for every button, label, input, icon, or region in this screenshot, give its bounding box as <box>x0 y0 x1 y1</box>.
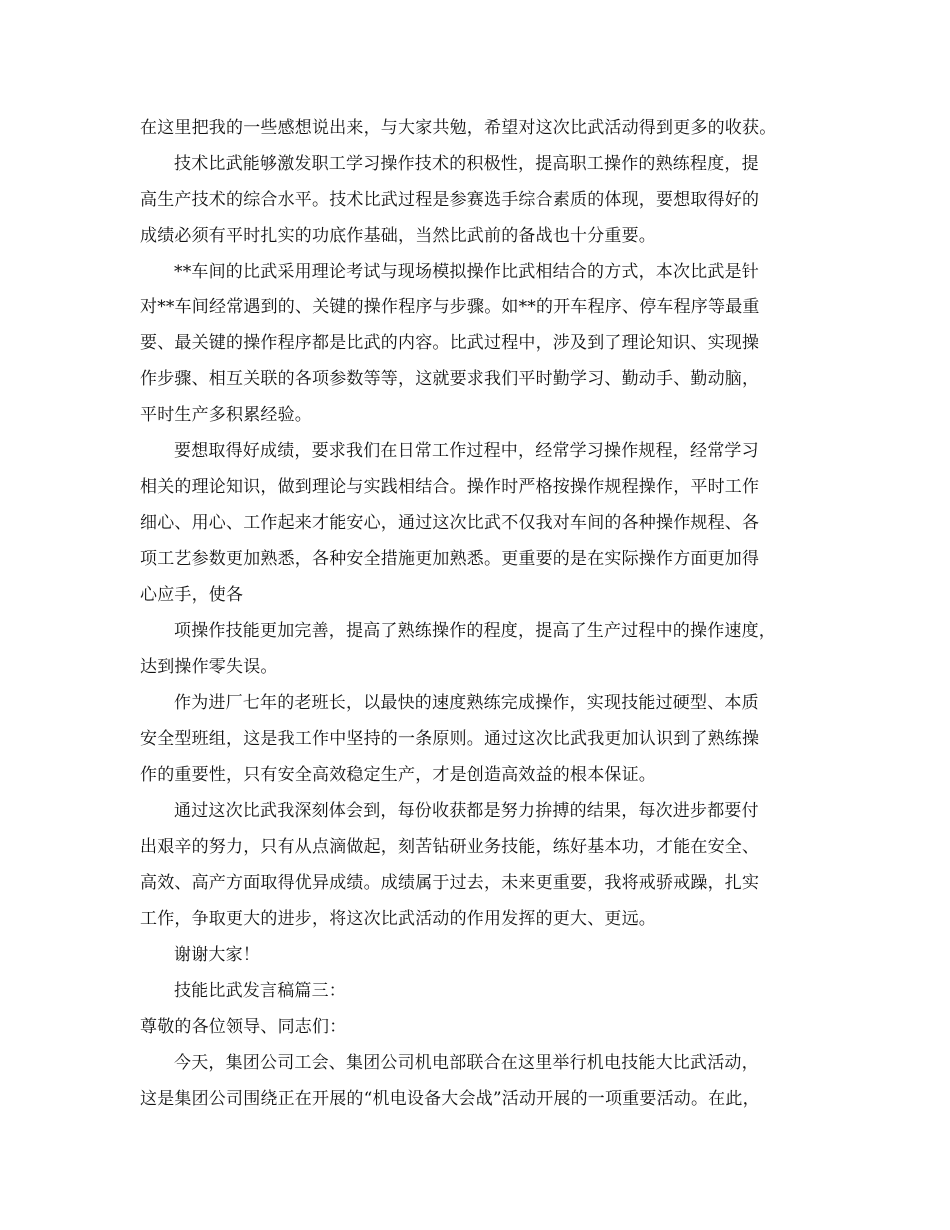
text-line: 高效、高产方面取得优异成绩。成绩属于过去，未来更重要，我将戒骄戒躁，扎实 <box>140 873 760 893</box>
text-line: 心应手，使各 <box>140 585 244 605</box>
text-line: 作步骤、相互关联的各项参数等等，这就要求我们平时勤学习、勤动手、勤动脑， <box>140 369 760 389</box>
text-line: 成绩必须有平时扎实的功底作基础，当然比武前的备战也十分重要。 <box>140 226 656 246</box>
text-line: 这是集团公司围绕正在开展的“机电设备大会战”活动开展的一项重要活动。在此， <box>140 1089 760 1109</box>
text-line: 项操作技能更加完善，提高了熟练操作的程度，提高了生产过程中的操作速度， <box>174 621 776 641</box>
text-line: 在这里把我的一些感想说出来，与大家共勉，希望对这次比武活动得到更多的收获。 <box>140 118 777 138</box>
text-line: 安全型班组，这是我工作中坚持的一条原则。通过这次比武我更加认识到了熟练操 <box>140 729 760 749</box>
text-line: 工作，争取更大的进步，将这次比武活动的作用发挥的更大、更远。 <box>140 909 656 929</box>
salutation: 尊敬的各位领导、同志们： <box>140 1017 347 1037</box>
text-line: 通过这次比武我深刻体会到，每份收获都是努力拚搏的结果，每次进步都要付 <box>174 801 759 821</box>
text-line: 达到操作零失误。 <box>140 657 278 677</box>
text-line: **车间的比武采用理论考试与现场模拟操作比武相结合的方式，本次比武是针 <box>174 262 759 282</box>
text-line: 今天，集团公司工会、集团公司机电部联合在这里举行机电技能大比武活动， <box>174 1053 759 1073</box>
text-line: 高生产技术的综合水平。技术比武过程是参赛选手综合素质的体现，要想取得好的 <box>140 190 760 210</box>
text-line: 相关的理论知识，做到理论与实践相结合。操作时严格按操作规程操作，平时工作 <box>140 477 760 497</box>
text-line: 出艰辛的努力，只有从点滴做起，刻苦钻研业务技能，练好基本功，才能在安全、 <box>140 837 760 857</box>
section-heading: 技能比武发言稿篇三： <box>174 981 346 1001</box>
text-line: 谢谢大家！ <box>174 945 260 965</box>
text-line: 作的重要性，只有安全高效稳定生产，才是创造高效益的根本保证。 <box>140 765 656 785</box>
text-line: 项工艺参数更加熟悉，各种安全措施更加熟悉。更重要的是在实际操作方面更加得 <box>140 549 760 569</box>
text-line: 作为进厂七年的老班长，以最快的速度熟练完成操作，实现技能过硬型、本质 <box>174 693 759 713</box>
text-line: 平时生产多积累经验。 <box>140 405 312 425</box>
text-line: 技术比武能够激发职工学习操作技术的积极性，提高职工操作的熟练程度，提 <box>174 154 759 174</box>
text-line: 要、最关键的操作程序都是比武的内容。比武过程中，涉及到了理论知识、实现操 <box>140 333 760 353</box>
text-line: 要想取得好成绩，要求我们在日常工作过程中，经常学习操作规程，经常学习 <box>174 441 759 461</box>
text-line: 细心、用心、工作起来才能安心，通过这次比武不仅我对车间的各种操作规程、各 <box>140 513 760 533</box>
text-line: 对**车间经常遇到的、关键的操作程序与步骤。如**的开车程序、停车程序等最重 <box>140 297 760 317</box>
